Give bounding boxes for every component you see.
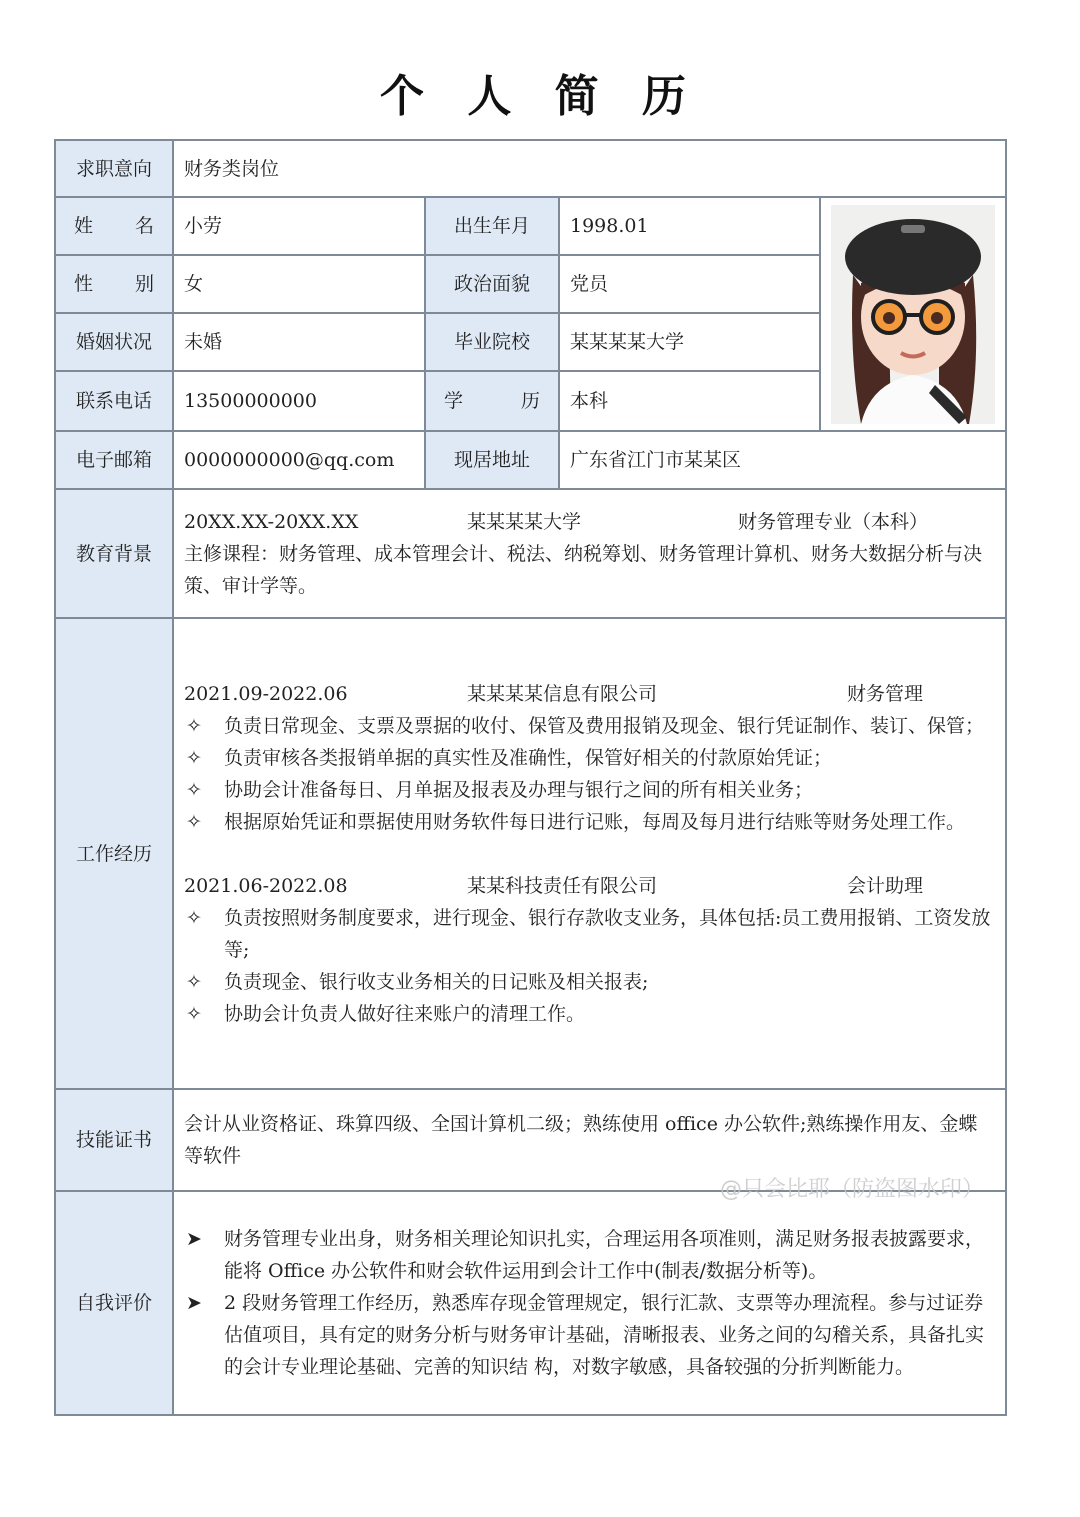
- education-period: 20XX.XX-20XX.XX: [184, 510, 359, 533]
- job-1-company: 某某某某信息有限公司: [467, 682, 658, 705]
- education-label: 教育背景: [55, 489, 173, 618]
- degree-label: 学 历: [425, 371, 559, 431]
- political-label: 政治面貌: [425, 255, 559, 313]
- list-item: ✧ 负责审核各类报销单据的真实性及准确性，保管好相关的付款原始凭证；: [184, 742, 995, 774]
- email-label: 电子邮箱: [55, 431, 173, 489]
- list-item: ✧ 负责现金、银行收支业务相关的日记账及相关报表;: [184, 966, 995, 998]
- skills-text: 会计从业资格证、珠算四级、全国计算机二级；熟练使用 office 办公软件;熟练操作用友、金蝶等软件: [173, 1089, 1006, 1191]
- row-job-intent: [55, 140, 1006, 197]
- resume-table: [54, 139, 1007, 1416]
- arrow-bullet-icon: ➤: [186, 1228, 202, 1250]
- education-header: [184, 506, 995, 538]
- name-value: 小劳: [173, 197, 425, 255]
- row-self-eval: [55, 1191, 1006, 1415]
- page-title: 个 人 简 历: [380, 71, 700, 122]
- phone-value: 13500000000: [173, 371, 425, 431]
- phone-label: 联系电话: [55, 371, 173, 431]
- list-item: ✧ 根据原始凭证和票据使用财务软件每日进行记账，每周及每月进行结账等财务处理工作。: [184, 806, 995, 838]
- job-intent-label: 求职意向: [55, 140, 173, 197]
- education-courses: 主修课程：财务管理、成本管理会计、税法、纳税筹划、财务管理计算机、财务大数据分析与决策、审计学等。: [184, 542, 983, 597]
- job-2-header: [184, 870, 995, 902]
- education-major: 财务管理专业（本科）: [738, 510, 929, 533]
- school-value: 某某某某大学: [559, 313, 820, 371]
- gender-label: 性 别: [55, 255, 173, 313]
- work-content: [173, 618, 1006, 1089]
- marital-value: 未婚: [173, 313, 425, 371]
- sparkle-bullet-icon: ✧: [186, 714, 202, 737]
- list-item: ✧ 协助会计准备每日、月单据及报表及办理与银行之间的所有相关业务；: [184, 774, 995, 806]
- job-2-duties: [184, 902, 995, 1030]
- email-value: 0000000000@qq.com: [173, 431, 425, 489]
- degree-value: 本科: [559, 371, 820, 431]
- education-content: [173, 489, 1006, 618]
- education-school: 某某某某大学: [467, 510, 582, 533]
- job-2-period: 2021.06-2022.08: [184, 874, 348, 897]
- school-label: 毕业院校: [425, 313, 559, 371]
- arrow-bullet-icon: ➤: [186, 1292, 202, 1314]
- row-email: [55, 431, 1006, 489]
- sparkle-bullet-icon: ✧: [186, 1002, 202, 1025]
- list-item: ✧ 协助会计负责人做好往来账户的清理工作。: [184, 998, 995, 1030]
- watermark: @只会比耶（防盗图水印）: [719, 1177, 984, 1202]
- row-education: [55, 489, 1006, 618]
- avatar: [831, 205, 995, 424]
- marital-label: 婚姻状况: [55, 313, 173, 371]
- row-name: [55, 197, 1006, 255]
- address-label: 现居地址: [425, 431, 559, 489]
- list-item: ➤ 2 段财务管理工作经历，熟悉库存现金管理规定，银行汇款、支票等办理流程。参与过证券估值项目，具有定的财务分析与财务审计基础，清晰报表、业务之间的勾稽关系，具备扎实的会计专业理论基础、完善的知识结 构，对数字敏感，具备较强的分折判断能力。: [184, 1287, 995, 1383]
- name-label: 姓 名: [55, 197, 173, 255]
- self-eval-list: [184, 1223, 995, 1383]
- job-2-company: 某某科技责任有限公司: [467, 874, 658, 897]
- sparkle-bullet-icon: ✧: [186, 778, 202, 801]
- self-eval-label: 自我评价: [55, 1191, 173, 1415]
- photo-cell: [820, 197, 1006, 431]
- work-label: 工作经历: [55, 618, 173, 1089]
- sparkle-bullet-icon: ✧: [186, 906, 202, 929]
- sparkle-bullet-icon: ✧: [186, 810, 202, 833]
- list-item: ➤ 财务管理专业出身，财务相关理论知识扎实，合理运用各项准则，满足财务报表披露要求，能将 Office 办公软件和财会软件运用到会计工作中(制表/数据分析等)。: [184, 1223, 995, 1287]
- gender-value: 女: [173, 255, 425, 313]
- address-value: 广东省江门市某某区: [559, 431, 1006, 489]
- job-1-header: [184, 678, 995, 710]
- political-value: 党员: [559, 255, 820, 313]
- row-work: [55, 618, 1006, 1089]
- job-intent-value: 财务类岗位: [173, 140, 1006, 197]
- job-1-duties: [184, 710, 995, 838]
- birth-label: 出生年月: [425, 197, 559, 255]
- job-1-period: 2021.09-2022.06: [184, 682, 348, 705]
- list-item: ✧ 负责日常现金、支票及票据的收付、保管及费用报销及现金、银行凭证制作、装订、保管；: [184, 710, 995, 742]
- birth-value: 1998.01: [559, 197, 820, 255]
- list-item: ✧ 负责按照财务制度要求，进行现金、银行存款收支业务，具体包括:员工费用报销、工资发放等;: [184, 902, 995, 966]
- sparkle-bullet-icon: ✧: [186, 970, 202, 993]
- job-1-position: 财务管理: [847, 682, 924, 705]
- skills-label: 技能证书: [55, 1089, 173, 1191]
- sparkle-bullet-icon: ✧: [186, 746, 202, 769]
- self-eval-content: [173, 1191, 1006, 1415]
- job-2-position: 会计助理: [847, 874, 924, 897]
